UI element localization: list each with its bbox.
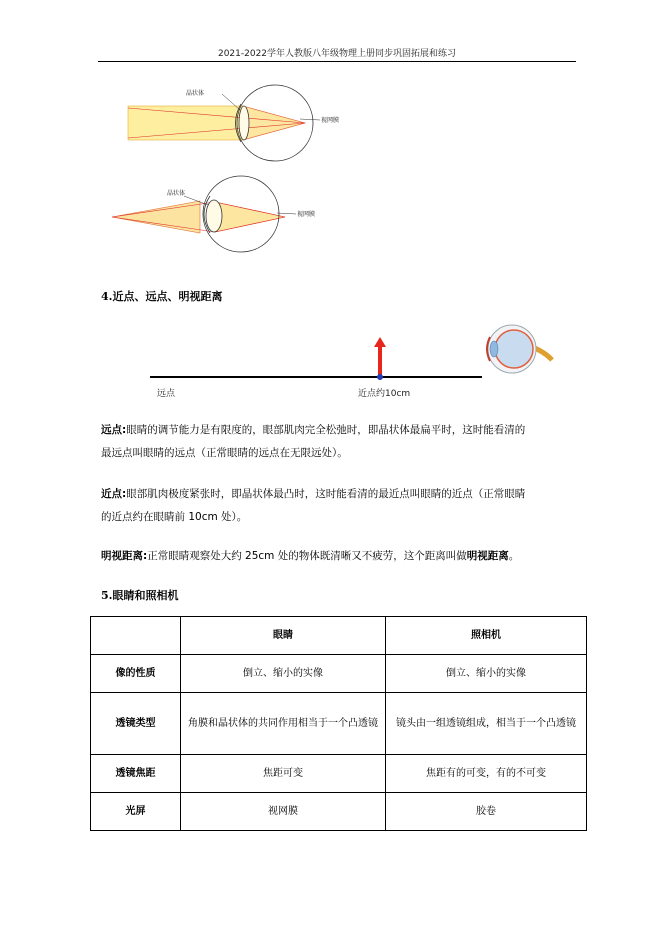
near-point-dot	[377, 374, 383, 380]
parallel-beam	[128, 106, 243, 140]
eye-diagram-diverging-light	[112, 176, 315, 252]
row-label: 像的性质	[91, 655, 181, 693]
term-distinct-vision: 明视距离:	[101, 550, 148, 562]
table-header-cell: 照相机	[386, 617, 587, 655]
far-point-text: 眼睛的调节能力是有限度的，眼部肌肉完全松弛时，即晶状体最扁平时，这时能看清的	[126, 424, 526, 436]
eye-illustration	[487, 325, 552, 373]
lens	[206, 200, 222, 232]
retina-pointer	[300, 119, 320, 120]
table-row	[91, 755, 587, 793]
term-near-point: 近点:	[101, 488, 127, 500]
paragraph-near-point	[101, 483, 581, 529]
table-row	[91, 655, 587, 693]
retina-pointer	[277, 213, 296, 214]
lens-label: 晶状体	[186, 90, 205, 97]
eye-diagram-parallel-light	[128, 85, 339, 161]
paragraph-far-point	[101, 419, 581, 465]
paragraph-distinct-vision	[101, 545, 581, 568]
row-label: 透镜类型	[91, 693, 181, 755]
table-row	[91, 793, 587, 831]
table-cell: 焦距有的可变，有的不可变	[386, 755, 587, 793]
near-point-label: 近点约10cm	[358, 389, 411, 399]
object-arrow-shaft	[378, 345, 382, 376]
sentence-end: 。	[508, 550, 520, 562]
eyeball-inner	[495, 330, 533, 368]
table-cell: 焦距可变	[181, 755, 386, 793]
term-distinct-vision-inline: 明视距离	[466, 550, 509, 562]
section-title-near-far-point: 4.近点、远点、明视距离	[101, 290, 223, 303]
eye-camera-comparison-table	[90, 616, 587, 831]
table-header-row	[91, 617, 587, 655]
far-point-label: 远点	[157, 389, 176, 399]
table-cell: 角膜和晶状体的共同作用相当于一个凸透镜	[181, 693, 386, 755]
section-title-eye-camera: 5.眼睛和照相机	[101, 589, 179, 602]
far-point-text-cont: 最远点叫眼睛的远点（正常眼睛的远点在无限远处）。	[101, 447, 348, 459]
converging-cone	[243, 106, 305, 140]
row-label: 透镜焦距	[91, 755, 181, 793]
eye-lens	[490, 341, 498, 357]
near-point-text: 眼部肌肉极度紧张时，即晶状体最凸时，这时能看清的最近点叫眼睛的近点（正常眼睛	[126, 488, 526, 500]
lens-label: 晶状体	[167, 190, 186, 197]
table-cell: 倒立、缩小的实像	[181, 655, 386, 693]
converging-cone	[215, 202, 285, 232]
retina-label: 视网膜	[321, 117, 340, 124]
near-point-text-cont: 的近点约在眼睛前 10cm 处）。	[101, 511, 248, 523]
distinct-vision-text: 正常眼睛观察处大约 25cm 处的物体既清晰又不疲劳，这个距离叫做	[147, 550, 467, 562]
object-arrow-head	[374, 337, 386, 347]
table-cell: 视网膜	[181, 793, 386, 831]
table-header-cell: 眼睛	[181, 617, 386, 655]
retina-label: 视网膜	[297, 211, 316, 218]
table-cell: 胶卷	[386, 793, 587, 831]
lens	[239, 106, 249, 140]
table-header-cell	[91, 617, 181, 655]
table-cell: 倒立、缩小的实像	[386, 655, 587, 693]
row-label: 光屏	[91, 793, 181, 831]
term-far-point: 远点:	[101, 424, 127, 436]
near-far-point-diagram	[150, 325, 552, 399]
diverging-beam	[112, 201, 200, 233]
table-cell: 镜头由一组透镜组成，相当于一个凸透镜	[386, 693, 587, 755]
page-header: 2021-2022学年人教版八年级物理上册同步巩固拓展和练习	[217, 49, 457, 59]
table-row	[91, 693, 587, 755]
